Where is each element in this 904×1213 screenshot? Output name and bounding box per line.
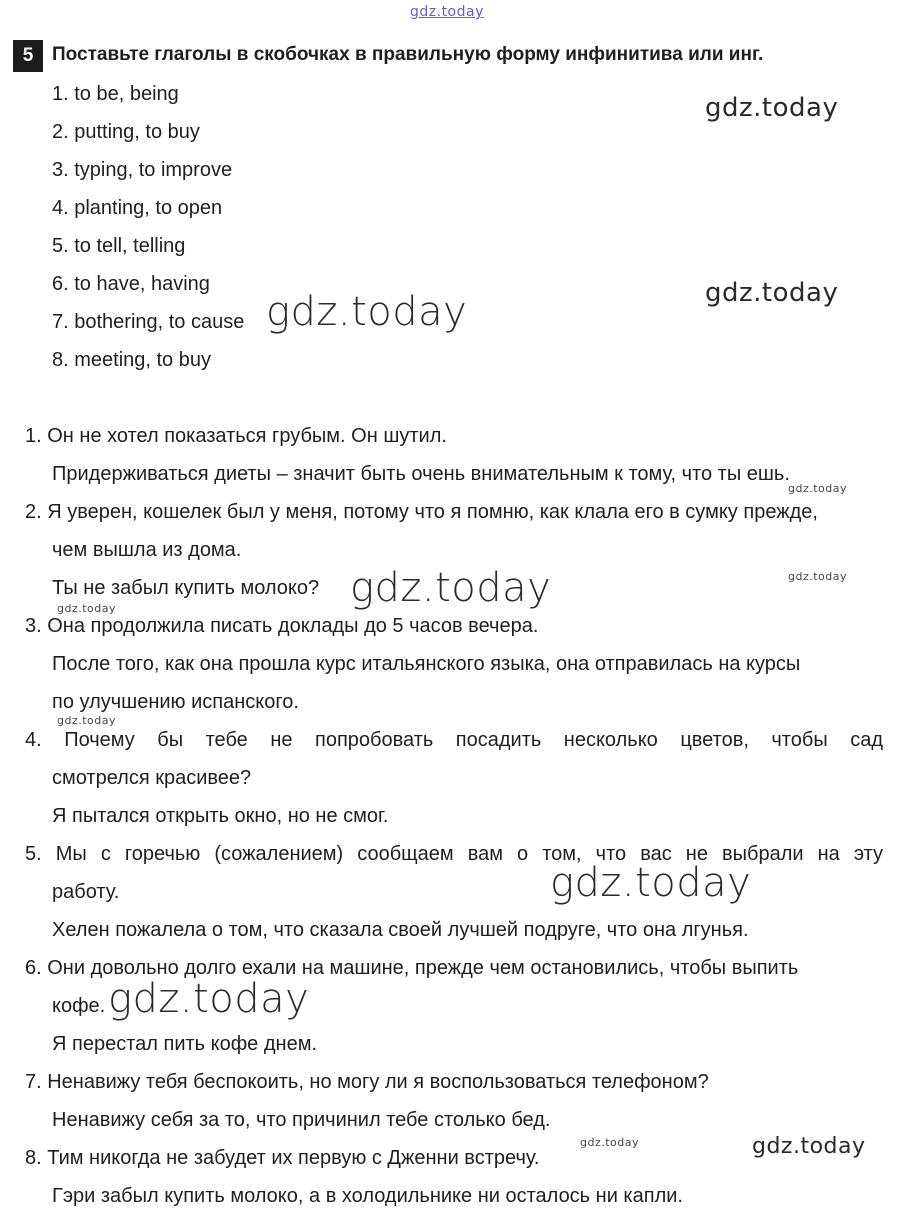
watermark: gdz.today xyxy=(266,289,468,335)
watermark: gdz.today xyxy=(788,570,848,583)
watermark: gdz.today xyxy=(57,714,117,727)
translation-line: кофе. xyxy=(52,995,106,1017)
exercise-number-badge: 5 xyxy=(13,40,43,72)
watermark: gdz.today xyxy=(580,1136,640,1149)
answer-item: 8. meeting, to buy xyxy=(52,349,211,371)
translation-line: Гэри забыл купить молоко, а в холодильнике ни осталось ни капли. xyxy=(52,1185,683,1207)
translation-line: 1. Он не хотел показаться грубым. Он шутил. xyxy=(25,425,447,447)
translation-line: Хелен пожалела о том, что сказала своей лучшей подруге, что она лгунья. xyxy=(52,919,749,941)
translation-line: Ты не забыл купить молоко? xyxy=(52,577,320,599)
watermark: gdz.today xyxy=(752,1134,866,1159)
translation-line: смотрелся красивее? xyxy=(52,767,252,789)
translation-line: чем вышла из дома. xyxy=(52,539,242,561)
watermark: gdz.today xyxy=(57,602,117,615)
exercise-instruction: Поставьте глаголы в скобочках в правильную форму инфинитива или инг. xyxy=(52,44,764,65)
watermark: gdz.today xyxy=(705,278,839,308)
translation-line: 3. Она продолжила писать доклады до 5 часов вечера. xyxy=(25,615,539,637)
translation-line: Я пытался открыть окно, но не смог. xyxy=(52,805,389,827)
answer-item: 4. planting, to open xyxy=(52,197,223,219)
answer-item: 1. to be, being xyxy=(52,83,179,105)
answer-item: 7. bothering, to cause xyxy=(52,311,245,333)
translation-line: 7. Ненавижу тебя беспокоить, но могу ли я воспользоваться телефоном? xyxy=(25,1071,709,1093)
watermark-top[interactable]: gdz.today xyxy=(410,4,484,20)
translation-line: 8. Тим никогда не забудет их первую с Дженни встречу. xyxy=(25,1147,540,1169)
translation-line: 6. Они довольно долго ехали на машине, прежде чем остановились, чтобы выпить xyxy=(25,957,799,979)
watermark: gdz.today xyxy=(705,93,839,123)
watermark: gdz.today xyxy=(108,976,310,1022)
translation-line: После того, как она прошла курс итальянского языка, она отправилась на курсы xyxy=(52,653,801,675)
watermark: gdz.today xyxy=(550,860,752,906)
answer-item: 6. to have, having xyxy=(52,273,210,295)
watermark: gdz.today xyxy=(788,482,848,495)
watermark: gdz.today xyxy=(350,565,552,611)
translation-line: по улучшению испанского. xyxy=(52,691,299,713)
translation-line: Я перестал пить кофе днем. xyxy=(52,1033,317,1055)
translation-line: Придерживаться диеты – значит быть очень внимательным к тому, что ты ешь. xyxy=(52,463,790,485)
translation-line: 4. Почему бы тебе не попробовать посадить несколько цветов, чтобы сад xyxy=(25,729,883,751)
translation-line: работу. xyxy=(52,881,120,903)
answer-item: 5. to tell, telling xyxy=(52,235,186,257)
translation-line: 5. Мы с горечью (сожалением) сообщаем вам о том, что вас не выбрали на эту xyxy=(25,843,883,865)
translation-line: Ненавижу себя за то, что причинил тебе столько бед. xyxy=(52,1109,551,1131)
answer-item: 2. putting, to buy xyxy=(52,121,200,143)
answer-item: 3. typing, to improve xyxy=(52,159,233,181)
translation-line: 2. Я уверен, кошелек был у меня, потому что я помню, как клала его в сумку прежде, xyxy=(25,501,818,523)
